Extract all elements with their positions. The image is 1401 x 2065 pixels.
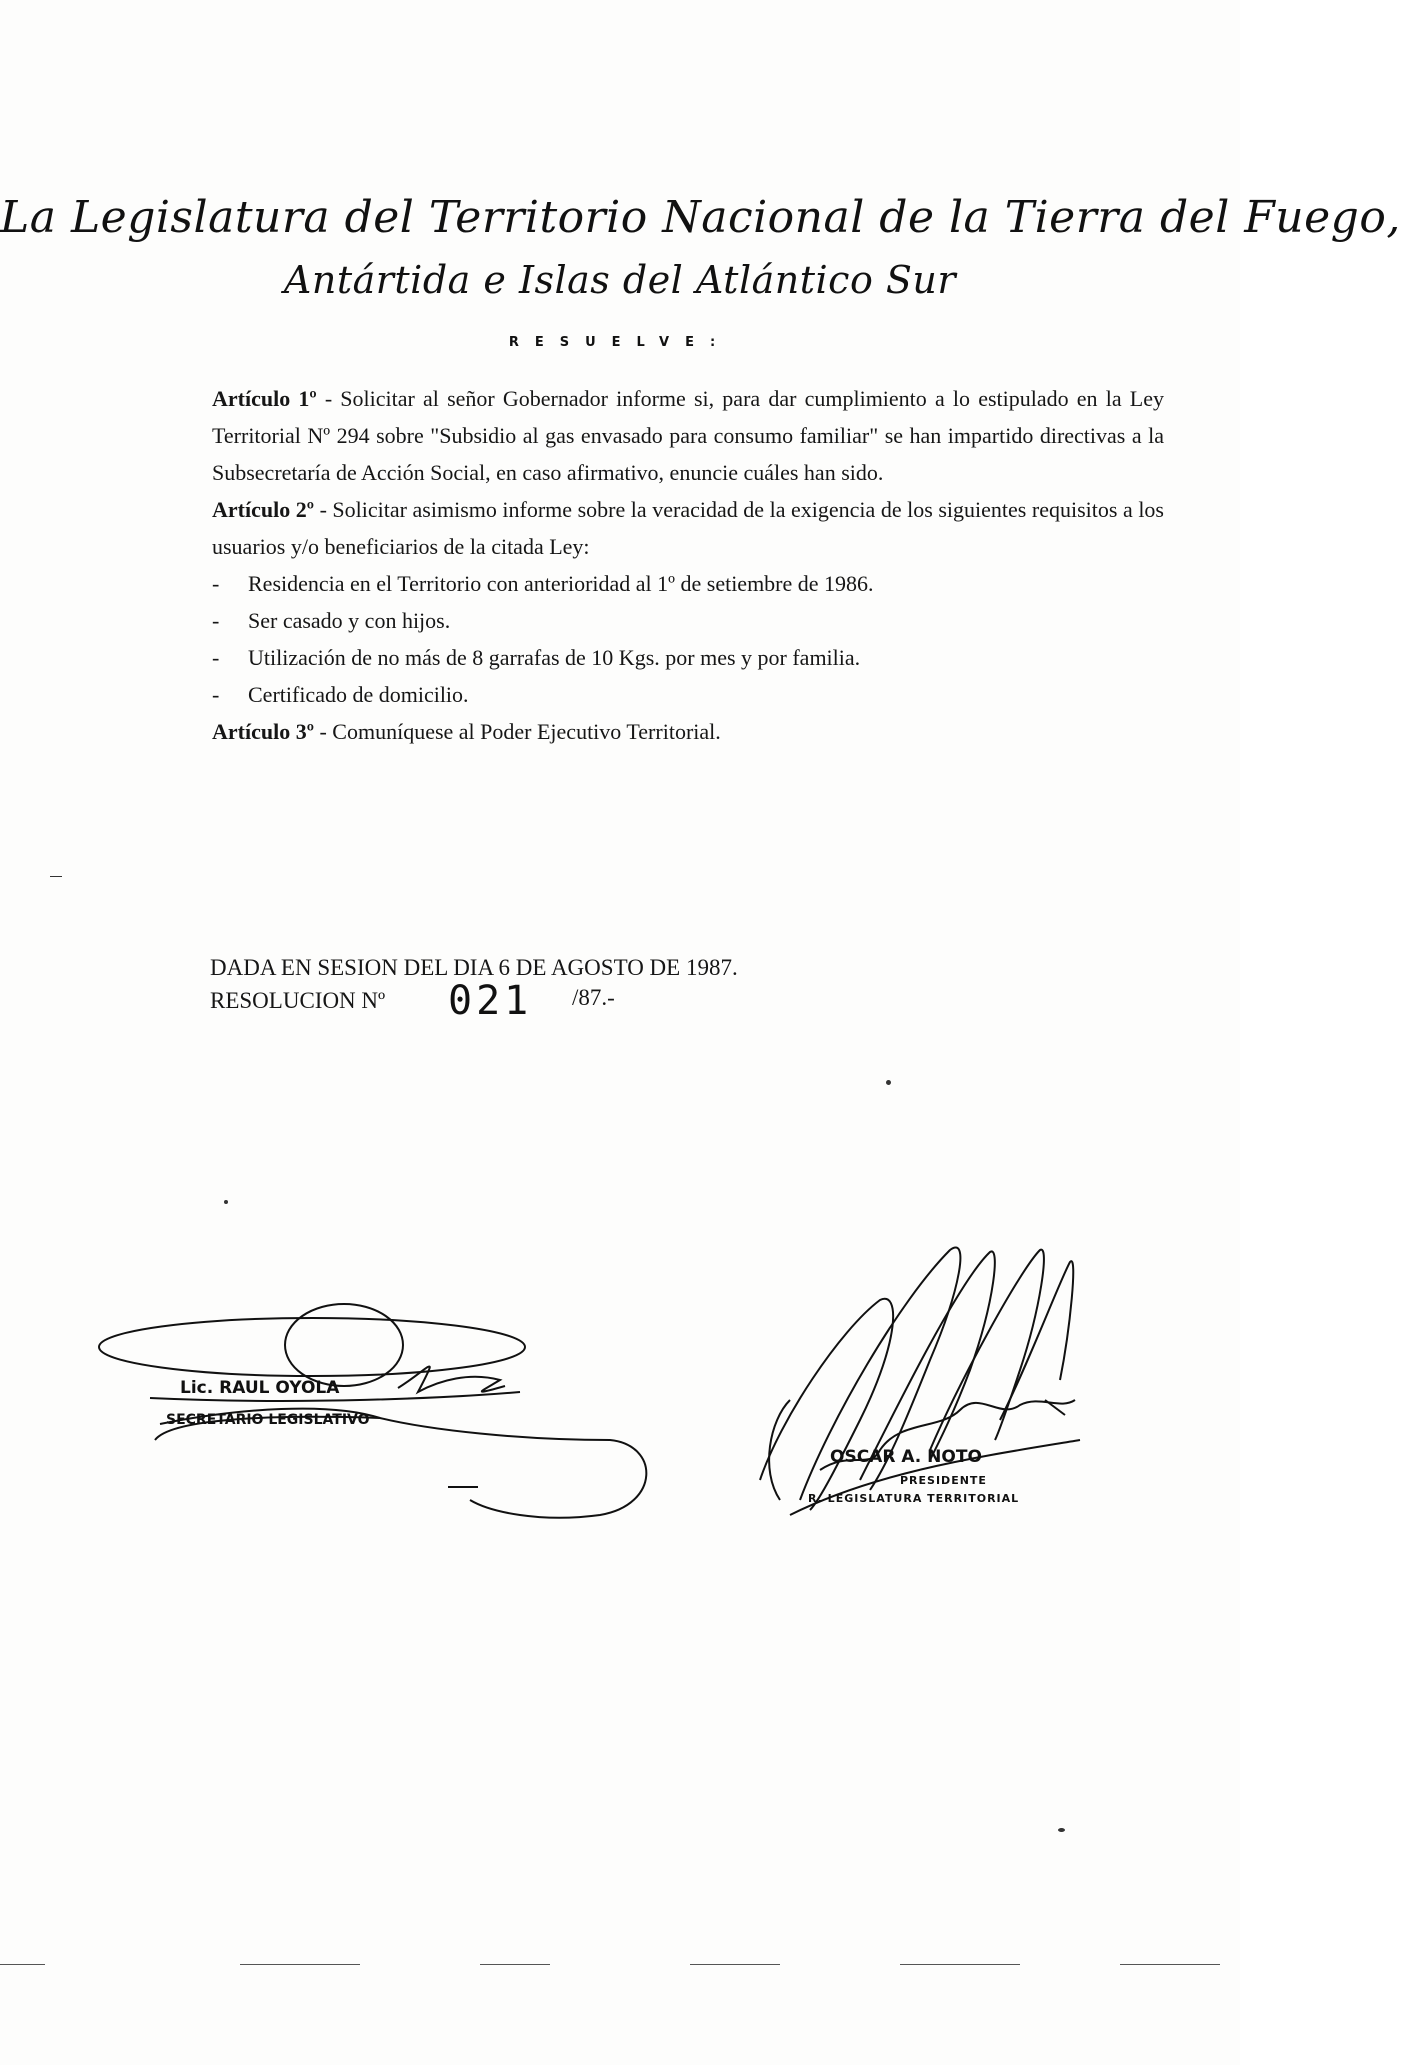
article-1-lead: Artículo 1º	[212, 386, 317, 411]
requirement-item: - Ser casado y con hijos.	[212, 602, 1164, 639]
resolution-suffix: /87.-	[572, 985, 615, 1010]
scan-speck	[50, 876, 62, 877]
scan-edge-mark	[240, 1964, 360, 1965]
scan-edge-mark	[900, 1964, 1020, 1965]
president-name: OSCAR A. NOTO	[830, 1447, 982, 1467]
requirement-item: - Residencia en el Territorio con anterioridad al 1º de setiembre de 1986.	[212, 565, 1164, 602]
president-title: PRESIDENTE	[900, 1474, 987, 1487]
requirement-item: - Utilización de no más de 8 garrafas de 10 Kgs. por mes y por familia.	[212, 639, 1164, 676]
article-1-text: - Solicitar al señor Gobernador informe si, para dar cumplimiento a lo estipulado en la Ley Territorial Nº 294 sobre "Subsidio al gas envasado para consumo familiar" se han impartido directivas a la Subsecretaría de Acción Social, en caso afirmativo, enuncie cuáles han sido.	[212, 386, 1164, 485]
resolution-label: RESOLUCION Nº	[210, 988, 386, 1013]
article-2-lead: Artículo 2º	[212, 497, 315, 522]
scan-speck	[224, 1200, 228, 1204]
requirement-text: Utilización de no más de 8 garrafas de 10 Kgs. por mes y por familia.	[248, 645, 861, 670]
article-2-text: - Solicitar asimismo informe sobre la veracidad de la exigencia de los siguientes requisitos a los usuarios y/o beneficiarios de la citada Ley:	[212, 497, 1164, 559]
scan-speck	[886, 1080, 891, 1085]
resolution-number: 021	[448, 978, 533, 1024]
requirement-item: - Certificado de domicilio.	[212, 676, 1164, 713]
secretary-title: SECRETARIO LEGISLATIVO	[166, 1412, 370, 1428]
article-3-text: - Comuníquese al Poder Ejecutivo Territorial.	[313, 719, 721, 744]
requirement-text: Certificado de domicilio.	[248, 682, 469, 707]
article-3-lead: Artículo 3º	[212, 719, 314, 744]
scan-edge-mark	[0, 1964, 45, 1965]
legislature-header-line-1: La Legislatura del Territorio Nacional de la Tierra del Fuego,	[0, 192, 1401, 243]
president-organization: R. LEGISLATURA TERRITORIAL	[808, 1492, 1020, 1505]
scan-edge-mark	[1120, 1964, 1220, 1965]
scan-speck	[1058, 1828, 1065, 1832]
requirement-text: Ser casado y con hijos.	[248, 608, 451, 633]
session-date-line: DADA EN SESION DEL DIA 6 DE AGOSTO DE 1987.	[210, 955, 738, 980]
scan-edge-mark	[690, 1964, 780, 1965]
legislature-header-line-2: Antártida e Islas del Atlántico Sur	[283, 258, 957, 302]
secretary-name: Lic. RAUL OYOLA	[180, 1378, 340, 1398]
resuelve-heading: RESUELVE:	[508, 335, 732, 350]
scan-edge-mark	[480, 1964, 550, 1965]
requirement-text: Residencia en el Territorio con anterioridad al 1º de setiembre de 1986.	[248, 571, 874, 596]
